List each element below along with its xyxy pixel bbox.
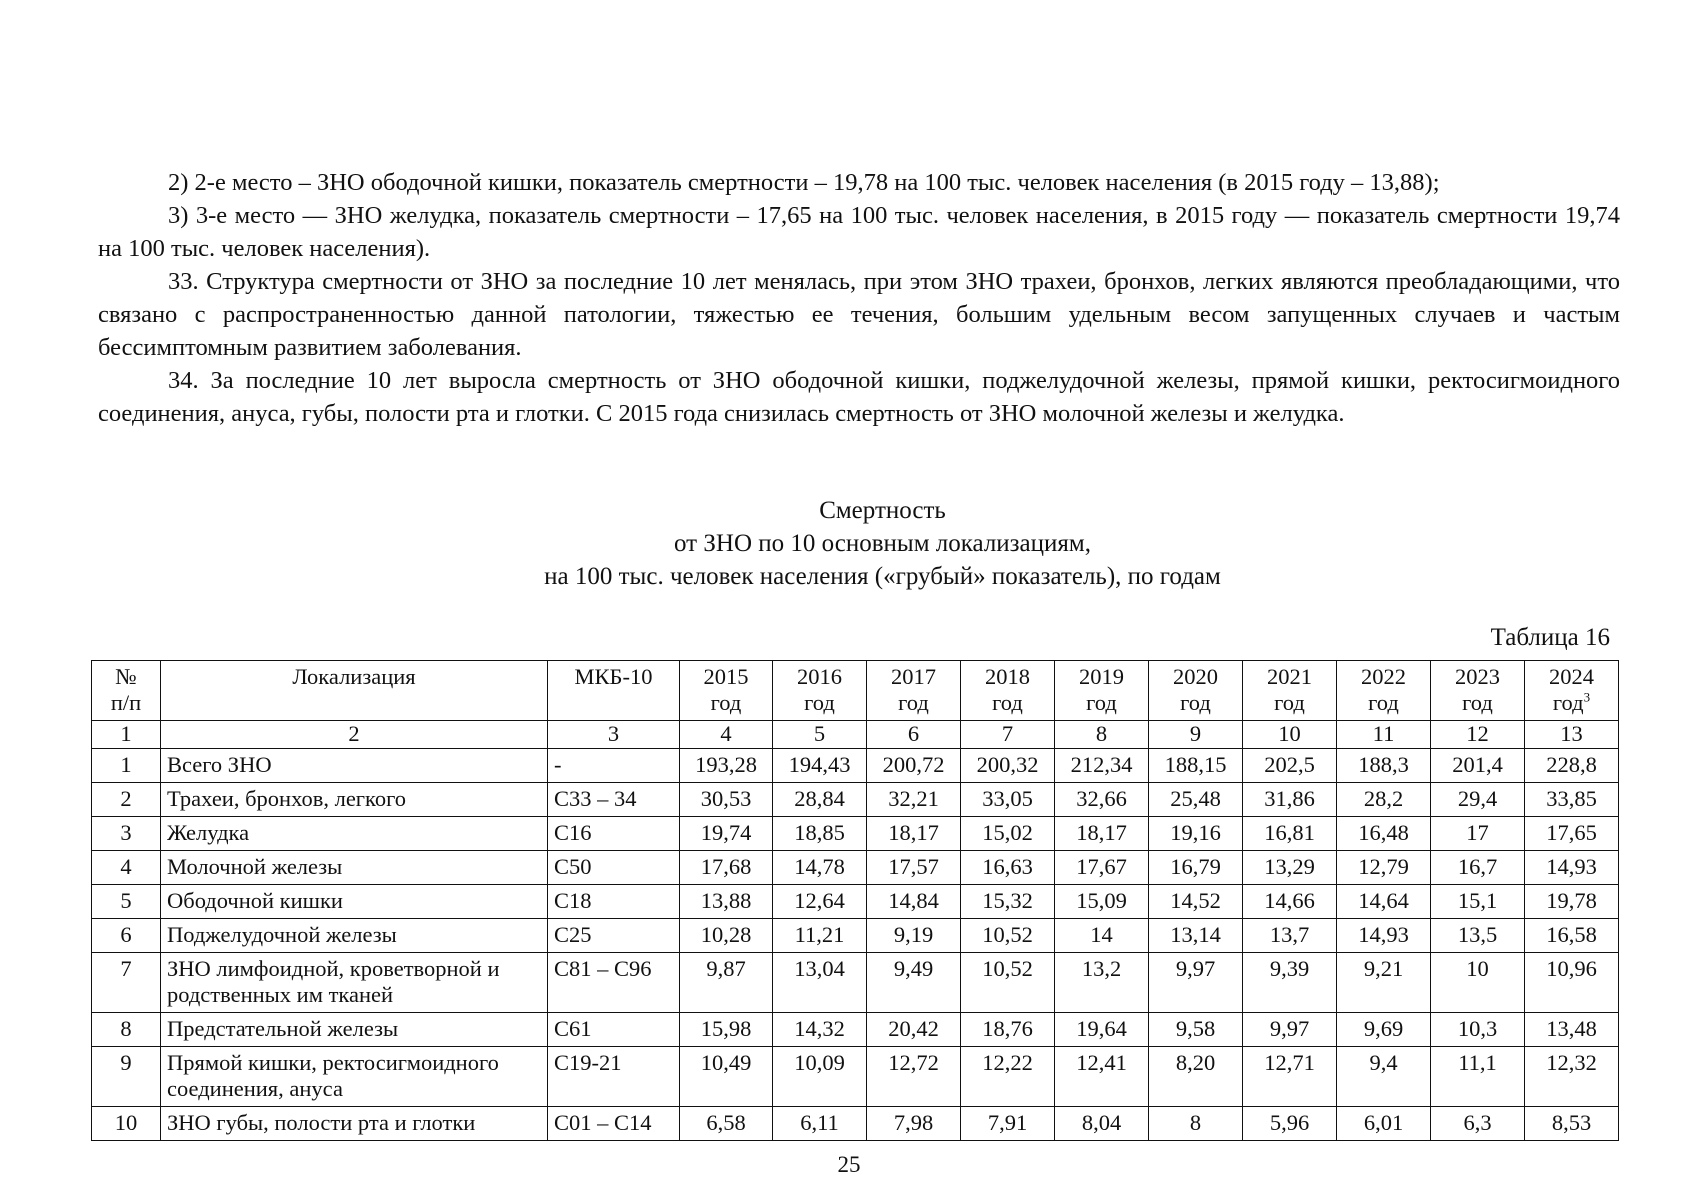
value-cell: 10,3	[1431, 1013, 1525, 1047]
value-cell: 18,76	[961, 1013, 1055, 1047]
value-cell: 19,64	[1055, 1013, 1149, 1047]
value-cell: 13,14	[1149, 919, 1243, 953]
value-cell: 17	[1431, 817, 1525, 851]
header-year: 2022 год	[1337, 661, 1431, 721]
header-year: 2024 год$^3$	[1525, 661, 1619, 721]
value-cell: 16,48	[1337, 817, 1431, 851]
value-cell: 14,52	[1149, 885, 1243, 919]
value-cell: 19,78	[1525, 885, 1619, 919]
localization-cell: Прямой кишки, ректосигмоидного соединения, ануса	[161, 1047, 548, 1107]
table-row	[92, 1047, 1619, 1107]
header-year: 2021 год	[1243, 661, 1337, 721]
value-cell: 212,34	[1055, 749, 1149, 783]
column-number-cell: 6	[867, 721, 961, 749]
value-cell: 10,09	[773, 1047, 867, 1107]
row-number-cell: 2	[92, 783, 161, 817]
table-title-line-2: от ЗНО по 10 основным локализациям,	[674, 530, 1091, 557]
value-cell: 9,97	[1243, 1013, 1337, 1047]
value-cell: 201,4	[1431, 749, 1525, 783]
value-cell: 19,74	[680, 817, 773, 851]
localization-cell: Трахеи, бронхов, легкого	[161, 783, 548, 817]
value-cell: 200,72	[867, 749, 961, 783]
value-cell: 18,17	[867, 817, 961, 851]
table-row	[92, 817, 1619, 851]
column-number-cell: 5	[773, 721, 867, 749]
value-cell: 8,20	[1149, 1047, 1243, 1107]
value-cell: 12,41	[1055, 1047, 1149, 1107]
localization-cell: Молочной железы	[161, 851, 548, 885]
value-cell: 15,09	[1055, 885, 1149, 919]
value-cell: 11,1	[1431, 1047, 1525, 1107]
table-row	[92, 1013, 1619, 1047]
column-number-cell: 3	[548, 721, 680, 749]
value-cell: 194,43	[773, 749, 867, 783]
paragraph-33: 33. Структура смертности от ЗНО за последние 10 лет менялась, при этом ЗНО трахеи, бронхов, легких являются преобладающими, что связано с распространенностью данной патологии, тяжестью ее течения, большим удельным весом запущенных случаев и частым бессимптомным развитием заболевания.	[98, 268, 1620, 361]
header-year: 2017 год	[867, 661, 961, 721]
table-title-line-1: Смертность	[819, 497, 946, 524]
value-cell: 17,65	[1525, 817, 1619, 851]
column-number-cell: 1	[92, 721, 161, 749]
icd-code-cell: -	[548, 749, 680, 783]
value-cell: 16,58	[1525, 919, 1619, 953]
value-cell: 14,32	[773, 1013, 867, 1047]
table-row	[92, 953, 1619, 1013]
value-cell: 14,66	[1243, 885, 1337, 919]
row-number-cell: 4	[92, 851, 161, 885]
value-cell: 20,42	[867, 1013, 961, 1047]
column-number-cell: 7	[961, 721, 1055, 749]
value-cell: 13,5	[1431, 919, 1525, 953]
mortality-table	[91, 660, 1619, 1141]
value-cell: 28,84	[773, 783, 867, 817]
row-number-cell: 10	[92, 1107, 161, 1141]
value-cell: 193,28	[680, 749, 773, 783]
column-number-cell: 4	[680, 721, 773, 749]
value-cell: 31,86	[1243, 783, 1337, 817]
header-localization: Локализация	[161, 661, 548, 721]
value-cell: 7,91	[961, 1107, 1055, 1141]
value-cell: 14,64	[1337, 885, 1431, 919]
value-cell: 6,11	[773, 1107, 867, 1141]
header-year: 2018 год	[961, 661, 1055, 721]
value-cell: 12,79	[1337, 851, 1431, 885]
icd-code-cell: С18	[548, 885, 680, 919]
value-cell: 9,21	[1337, 953, 1431, 1013]
localization-cell: Ободочной кишки	[161, 885, 548, 919]
value-cell: 9,69	[1337, 1013, 1431, 1047]
column-number-cell: 2	[161, 721, 548, 749]
value-cell: 9,39	[1243, 953, 1337, 1013]
value-cell: 5,96	[1243, 1107, 1337, 1141]
localization-cell: ЗНО губы, полости рта и глотки	[161, 1107, 548, 1141]
icd-code-cell: С19-21	[548, 1047, 680, 1107]
localization-cell: ЗНО лимфоидной, кроветворной и родственных им тканей	[161, 953, 548, 1013]
value-cell: 10,52	[961, 953, 1055, 1013]
table-title-line-3: на 100 тыс. человек населения («грубый» показатель), по годам	[544, 563, 1221, 590]
value-cell: 33,05	[961, 783, 1055, 817]
column-number-cell: 13	[1525, 721, 1619, 749]
header-year: 2023 год	[1431, 661, 1525, 721]
table-row	[92, 919, 1619, 953]
icd-code-cell: С25	[548, 919, 680, 953]
paragraph-item-3: 3) 3-е место — ЗНО желудка, показатель смертности – 17,65 на 100 тыс. человек населения, в 2015 году — показатель смертности 19,74 на 100 тыс. человек населения).	[98, 202, 1620, 262]
value-cell: 12,32	[1525, 1047, 1619, 1107]
value-cell: 28,2	[1337, 783, 1431, 817]
value-cell: 9,58	[1149, 1013, 1243, 1047]
value-cell: 13,2	[1055, 953, 1149, 1013]
value-cell: 9,4	[1337, 1047, 1431, 1107]
value-cell: 9,97	[1149, 953, 1243, 1013]
paragraph-34: 34. За последние 10 лет выросла смертность от ЗНО ободочной кишки, поджелудочной железы, прямой кишки, ректосигмоидного соединения, ануса, губы, полости рта и глотки. С 2015 года снизилась смертность от ЗНО молочной железы и желудка.	[98, 367, 1620, 427]
row-number-cell: 6	[92, 919, 161, 953]
value-cell: 30,53	[680, 783, 773, 817]
value-cell: 12,72	[867, 1047, 961, 1107]
value-cell: 188,15	[1149, 749, 1243, 783]
localization-cell: Всего ЗНО	[161, 749, 548, 783]
localization-cell: Желудка	[161, 817, 548, 851]
value-cell: 202,5	[1243, 749, 1337, 783]
row-number-cell: 7	[92, 953, 161, 1013]
value-cell: 16,63	[961, 851, 1055, 885]
value-cell: 15,02	[961, 817, 1055, 851]
value-cell: 188,3	[1337, 749, 1431, 783]
value-cell: 29,4	[1431, 783, 1525, 817]
row-number-cell: 3	[92, 817, 161, 851]
value-cell: 16,81	[1243, 817, 1337, 851]
value-cell: 200,32	[961, 749, 1055, 783]
value-cell: 14	[1055, 919, 1149, 953]
value-cell: 32,21	[867, 783, 961, 817]
icd-code-cell: С33 – 34	[548, 783, 680, 817]
value-cell: 8	[1149, 1107, 1243, 1141]
value-cell: 8,04	[1055, 1107, 1149, 1141]
value-cell: 10,49	[680, 1047, 773, 1107]
value-cell: 32,66	[1055, 783, 1149, 817]
icd-code-cell: С81 – С96	[548, 953, 680, 1013]
icd-code-cell: С61	[548, 1013, 680, 1047]
value-cell: 10,52	[961, 919, 1055, 953]
value-cell: 10,28	[680, 919, 773, 953]
value-cell: 18,17	[1055, 817, 1149, 851]
icd-code-cell: С01 – С14	[548, 1107, 680, 1141]
value-cell: 25,48	[1149, 783, 1243, 817]
paragraph-item-2: 2) 2-е место – ЗНО ободочной кишки, показатель смертности – 19,78 на 100 тыс. человек населения (в 2015 году – 13,88);	[168, 169, 1440, 196]
value-cell: 6,58	[680, 1107, 773, 1141]
column-number-cell: 8	[1055, 721, 1149, 749]
row-number-cell: 9	[92, 1047, 161, 1107]
value-cell: 12,71	[1243, 1047, 1337, 1107]
column-number-row	[92, 721, 1619, 749]
value-cell: 9,19	[867, 919, 961, 953]
table-row	[92, 885, 1619, 919]
value-cell: 33,85	[1525, 783, 1619, 817]
header-icd10: МКБ-10	[548, 661, 680, 721]
value-cell: 16,79	[1149, 851, 1243, 885]
value-cell: 12,22	[961, 1047, 1055, 1107]
value-cell: 16,7	[1431, 851, 1525, 885]
value-cell: 8,53	[1525, 1107, 1619, 1141]
row-number-cell: 1	[92, 749, 161, 783]
value-cell: 7,98	[867, 1107, 961, 1141]
value-cell: 14,78	[773, 851, 867, 885]
row-number-cell: 8	[92, 1013, 161, 1047]
table-row	[92, 851, 1619, 885]
localization-cell: Предстательной железы	[161, 1013, 548, 1047]
column-number-cell: 9	[1149, 721, 1243, 749]
value-cell: 18,85	[773, 817, 867, 851]
value-cell: 12,64	[773, 885, 867, 919]
table-row	[92, 1107, 1619, 1141]
localization-cell: Поджелудочной железы	[161, 919, 548, 953]
column-number-cell: 12	[1431, 721, 1525, 749]
value-cell: 9,49	[867, 953, 961, 1013]
value-cell: 15,98	[680, 1013, 773, 1047]
value-cell: 14,84	[867, 885, 961, 919]
column-number-cell: 10	[1243, 721, 1337, 749]
value-cell: 11,21	[773, 919, 867, 953]
value-cell: 9,87	[680, 953, 773, 1013]
value-cell: 15,32	[961, 885, 1055, 919]
value-cell: 17,68	[680, 851, 773, 885]
page-number: 25	[837, 1152, 861, 1177]
value-cell: 228,8	[1525, 749, 1619, 783]
header-year: 2015 год	[680, 661, 773, 721]
value-cell: 13,29	[1243, 851, 1337, 885]
header-year: 2019 год	[1055, 661, 1149, 721]
table-row	[92, 783, 1619, 817]
table-row	[92, 749, 1619, 783]
value-cell: 10,96	[1525, 953, 1619, 1013]
row-number-cell: 5	[92, 885, 161, 919]
value-cell: 17,67	[1055, 851, 1149, 885]
value-cell: 19,16	[1149, 817, 1243, 851]
table-caption: Таблица 16	[1490, 624, 1610, 651]
icd-code-cell: С16	[548, 817, 680, 851]
header-year: 2016 год	[773, 661, 867, 721]
value-cell: 14,93	[1337, 919, 1431, 953]
table-header-row	[92, 661, 1619, 721]
value-cell: 17,57	[867, 851, 961, 885]
value-cell: 13,48	[1525, 1013, 1619, 1047]
value-cell: 6,3	[1431, 1107, 1525, 1141]
icd-code-cell: С50	[548, 851, 680, 885]
header-year: 2020 год	[1149, 661, 1243, 721]
value-cell: 10	[1431, 953, 1525, 1013]
header-number: № п/п	[92, 661, 161, 721]
value-cell: 13,04	[773, 953, 867, 1013]
value-cell: 6,01	[1337, 1107, 1431, 1141]
value-cell: 15,1	[1431, 885, 1525, 919]
value-cell: 13,88	[680, 885, 773, 919]
column-number-cell: 11	[1337, 721, 1431, 749]
value-cell: 13,7	[1243, 919, 1337, 953]
value-cell: 14,93	[1525, 851, 1619, 885]
